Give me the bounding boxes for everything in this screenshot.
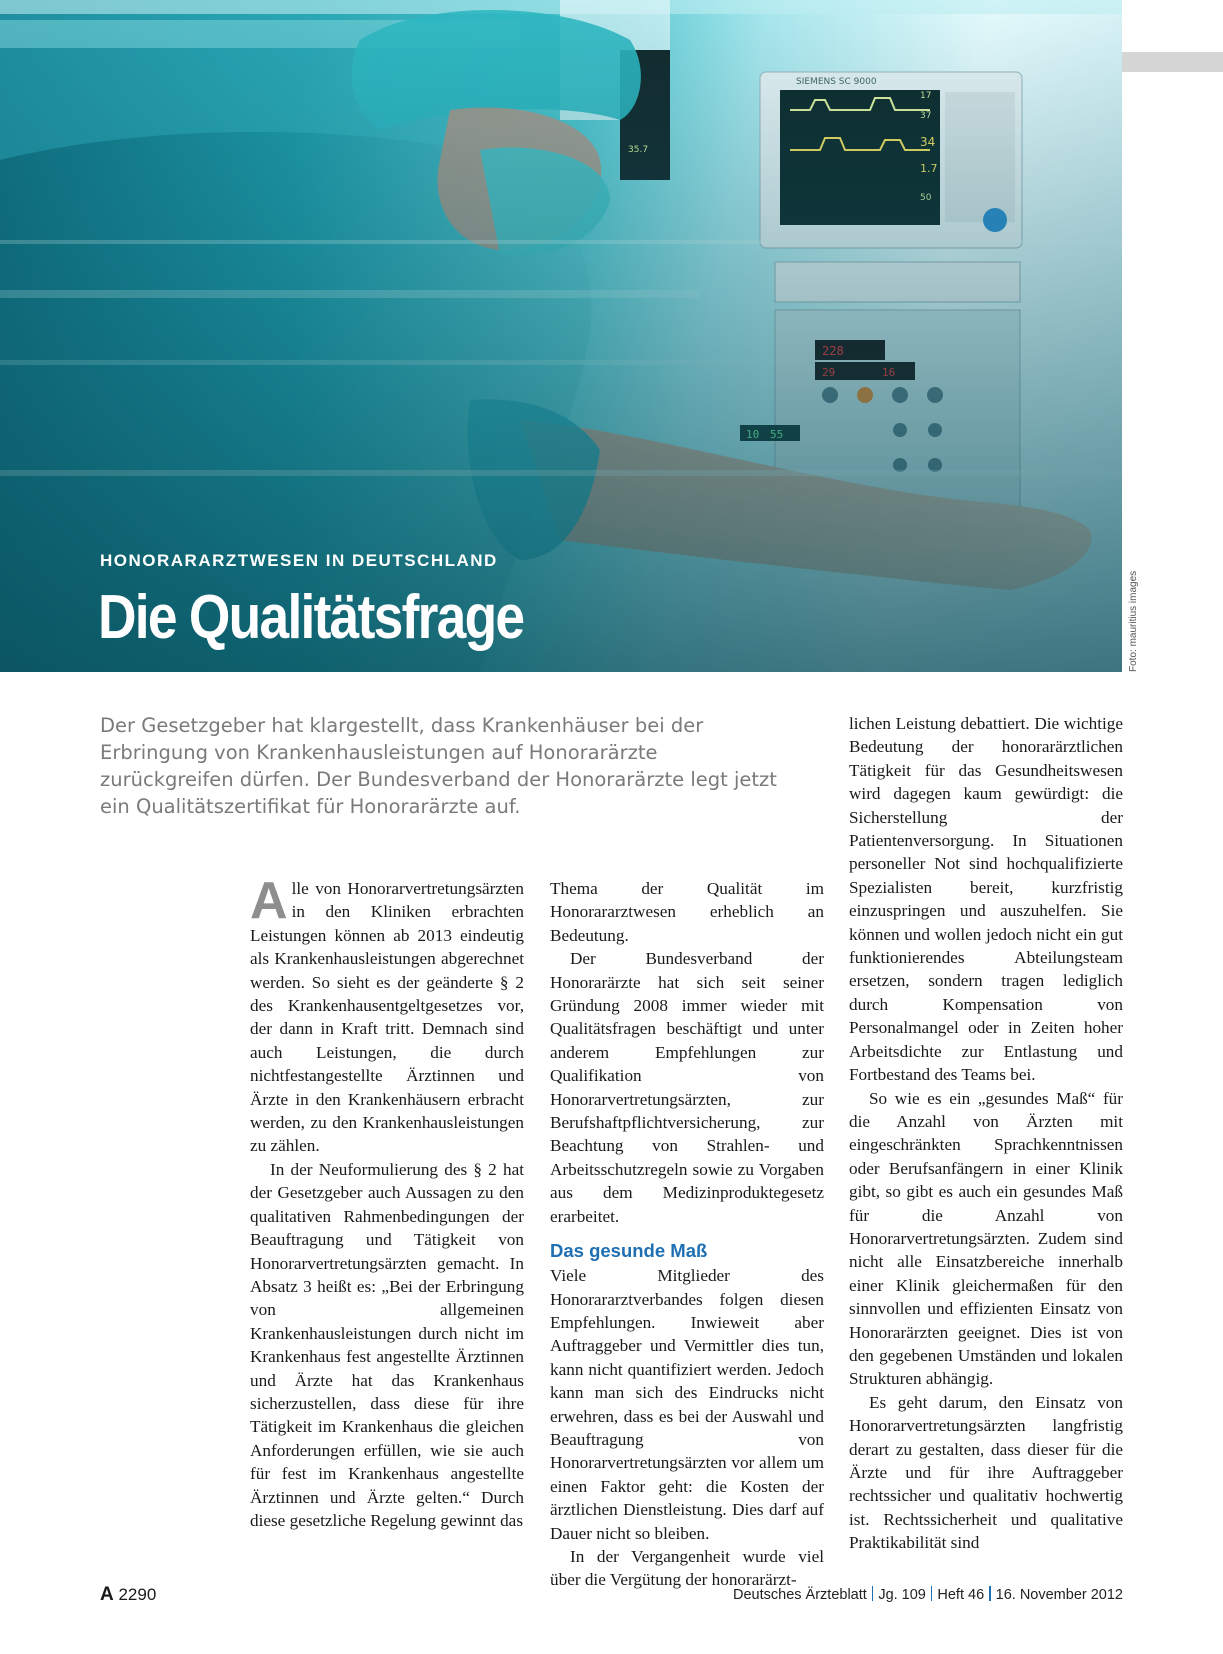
paragraph (250, 872, 524, 1158)
paragraph-text: lle von Honorarvertretungsärzten in den Kliniken erbrachten Leistungen können ab 2013 eindeutig als Krankenhausleistungen abgerechnet werden. So sieht es der geänderte § 2 des Krankenhausentgeltgesetzes vor, der dann in Kraft tritt. Demnach sind auch Leistungen, die durch nichtfestangestellte Ärztinnen und Ärzte in den Krankenhäusern erbracht werden, zu den Krankenhausleistungen zu zählen. (250, 879, 524, 1156)
divider (931, 1586, 933, 1601)
drop-cap: A (250, 872, 288, 930)
divider (989, 1586, 991, 1601)
page-number (100, 1584, 156, 1606)
journal-footer (733, 1586, 1123, 1603)
journal-issue: Heft 46 (937, 1587, 985, 1603)
divider (872, 1586, 874, 1601)
section-heading: Das gesunde Maß (550, 1240, 708, 1262)
journal-date: 16. November 2012 (995, 1587, 1123, 1603)
article-kicker: HONORARARZTWESEN IN DEUTSCHLAND (100, 551, 498, 570)
article-title: Die Qualitätsfrage (98, 583, 524, 652)
article-lead: Der Gesetzgeber hat klargestellt, dass Krankenhäuser bei der Erbringung von Krankenhausleistungen auf Honorarärzte zurückgreifen dürfen. Der Bundesverband der Honorarärzte legt jetzt ein Qualitätszertifikat für Honorarärzte auf. (100, 714, 777, 818)
page-letter: A (100, 1584, 114, 1605)
article-column-2 (550, 877, 824, 1592)
paragraph: In der Neuformulierung des § 2 hat der Gesetzgeber auch Aussagen zu den qualitativen Rahmenbedingungen der Beauftragung und Tätigkeit von Honorarvertretungsärzten gemacht. In Absatz 3 heißt es: „Bei der Erbringung von allgemeinen Krankenhausleistungen durch nicht im Krankenhaus fest angestellte Ärztinnen und Ärzte hat das Krankenhaus sicherzustellen, dass diese für ihre Tätigkeit im Krankenhaus die gleichen Anforderungen erfüllen, wie sie auch für fest im Krankenhaus angestellte Ärztinnen und Ärzte gelten.“ Durch diese gesetzliche Regelung gewinnt das (250, 1159, 524, 1530)
page-tab-marker (1122, 52, 1223, 72)
operating-room-illustration (0, 0, 1122, 672)
hero-photo (0, 0, 1122, 672)
article-column-3 (849, 712, 1123, 1555)
paragraph: Der Bundesverband der Honorarärzte hat sich seit seiner Gründung 2008 immer wieder mit Qualitätsfragen beschäftigt und unter anderem Empfehlungen zur Qualifikation von Honorarvertretungsärzten, zur Berufshaftpflichtversicherung, zur Beachtung von Strahlen- und Arbeitsschutzregeln sowie zu Vorgaben aus dem Medizinproduktegesetz erarbeitet. (550, 949, 824, 1226)
paragraph: So wie es ein „gesundes Maß“ für die Anzahl von Ärzten mit eingeschränkten Sprachkenntnissen oder Berufsanfängern in einer Klinik gibt, so gibt es auch ein gesundes Maß für die Anzahl von Honorarvertretungsärzten. Zudem sind nicht alle Einsatzbereiche innerhalb einer Klinik gleichermaßen für den sinnvollen und effizienten Einsatz von Honorarärzten geeignet. Dies ist von den gegebenen Umständen und lokalen Strukturen abhängig. (849, 1088, 1123, 1389)
paragraph: Viele Mitglieder des Honorararztverbandes folgen diesen Empfehlungen. Inwieweit aber Auftraggeber und Vermittler dies tun, kann nicht quantifiziert werden. Jedoch kann man sich des Eindrucks nicht erwehren, dass es bei der Auswahl und Beauftragung von Honorarvertretungsärzten vor allem um einen Faktor geht: die Kosten der ärztlichen Dienstleistung. Dies darf auf Dauer nicht so bleiben. (550, 1266, 824, 1543)
paragraph: Thema der Qualität im Honorararztwesen erheblich an Bedeutung. (550, 879, 824, 945)
paragraph: In der Vergangenheit wurde viel über die Vergütung der honorarärzt- (550, 1546, 824, 1590)
paragraph: Es geht darum, den Einsatz von Honorarvertretungsärzten langfristig derart zu gestalten, dass dieser für die Ärzte und für ihre Auftraggeber rechtssicher und qualitativ hochwertig ist. Rechtssicherheit und qualitative Praktikabilität sind (849, 1392, 1123, 1553)
page-number-value: 2290 (118, 1585, 157, 1604)
article-column-1 (250, 872, 524, 1532)
journal-name: Deutsches Ärzteblatt (733, 1587, 867, 1603)
photo-credit: Foto: mauritius images (1128, 570, 1139, 672)
journal-volume: Jg. 109 (878, 1587, 926, 1603)
paragraph: lichen Leistung debattiert. Die wichtige Bedeutung der honorarärztlichen Tätigkeit für das Gesundheitswesen wird dagegen kaum gewürdigt: die Sicherstellung der Patientenversorgung. In Situationen personeller Not sind hochqualifizierte Spezialisten bereit, kurzfristig einzuspringen und auszuhelfen. Sie können und wollen jedoch nicht ein gut funktionierendes Abteilungsteam ersetzen, sondern tragen lediglich durch Kompensation von Personalmangel oder in Zeiten hoher Arbeitsdichte zur Entlastung und Fortbestand des Teams bei. (849, 714, 1123, 1085)
